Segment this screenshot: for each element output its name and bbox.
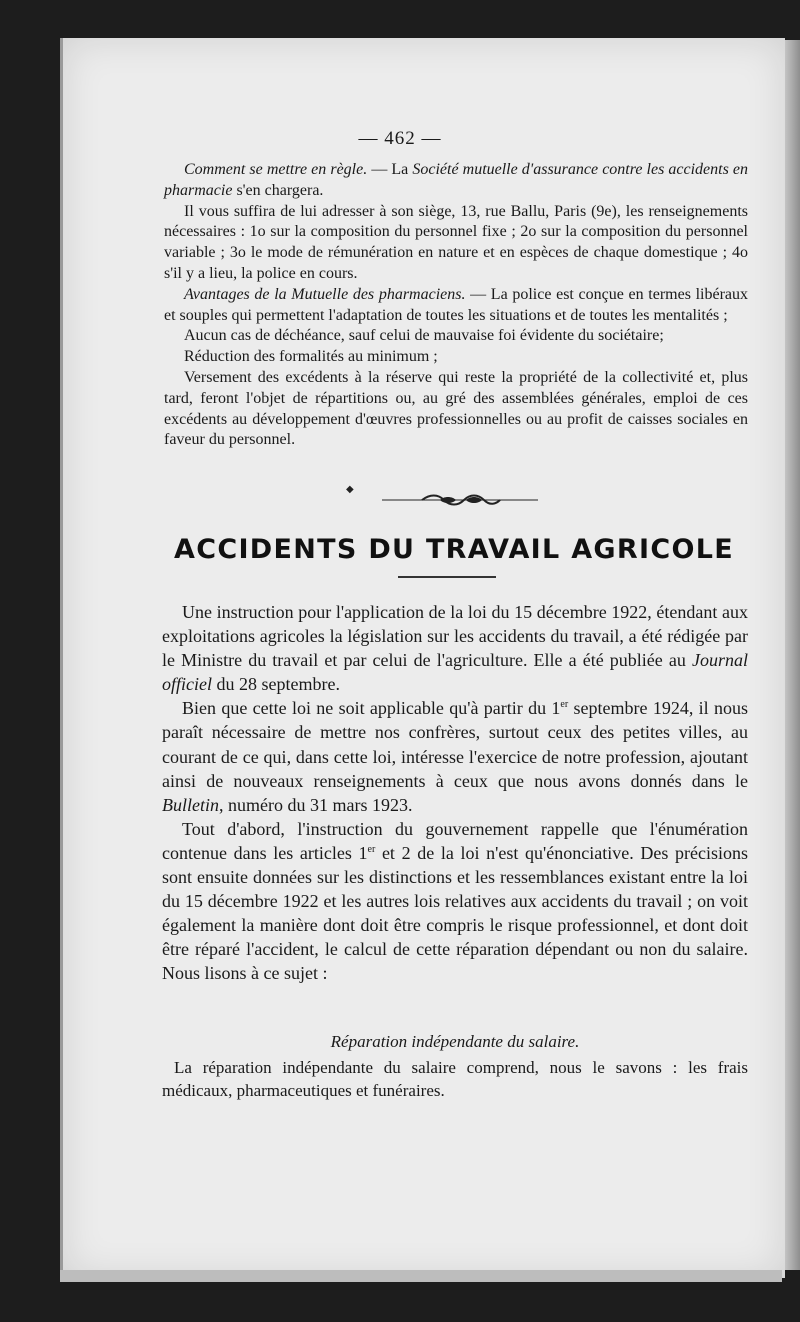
text-run: septembre 1924, il nous paraît nécessaire de mettre nos confrères, surtout ceux des petites villes, au courant de ce qui, dans cette loi, intéresse l'exercice de notre profession, ajoutant ainsi de nouveaux renseignements à ceux que nous avons donnés dans le: [162, 698, 748, 791]
paper-bottom-edge: [60, 1270, 782, 1282]
subheading: Réparation indépendante du salaire.: [330, 1032, 580, 1051]
text-run: Tout d'abord, l'instruction du gouvernement rappelle que l'énumération contenue dans les articles 1: [162, 818, 748, 863]
italic-journal-name: Journal officiel: [162, 650, 748, 695]
reparation-body: [162, 1057, 748, 1102]
text-run: du 28 septembre.: [211, 674, 340, 695]
text-run: Une instruction pour l'application de la loi du 15 décembre 1922, étendant aux exploitations agricoles la législation sur les accidents du travail, a été rédigée par le Ministre du travail et par celui de l'agriculture. Elle a été publiée au: [162, 602, 748, 671]
agricultural-accidents-body: [162, 600, 748, 986]
paragraph-no-forfeiture: Aucun cas de déchéance, sauf celui de mauvaise foi évidente du sociétaire;: [184, 327, 664, 345]
mutual-insurance-section: [164, 160, 748, 451]
decorative-flourish-divider: [382, 492, 538, 508]
paragraph-how-to-comply: [164, 160, 748, 202]
text-run: Bien que cette loi ne soit applicable qu'à partir du 1: [182, 698, 561, 719]
superscript: er: [560, 699, 569, 711]
page-number: — 462 —: [358, 128, 442, 149]
text-run: s'en chargera.: [232, 181, 324, 199]
italic-title: Comment se mettre en règle.: [184, 161, 368, 178]
paragraph-advantages: [164, 285, 748, 327]
italic-title: Avantages de la Mutuelle des pharmaciens.: [184, 285, 466, 303]
heading-underline: [398, 576, 496, 578]
paragraph-reduction: Réduction des formalités au minimum ;: [184, 348, 438, 366]
superscript: er: [367, 843, 376, 855]
paragraph-reparation: La réparation indépendante du salaire comprend, nous le savons : les frais médicaux, pharmaceutiques et funéraires.: [162, 1058, 748, 1100]
paragraph-instruction: [162, 600, 748, 696]
italic-bulletin-name: Bulletin: [162, 794, 219, 815]
italic-org-name: Société mutuelle d'assurance contre les accidents en pharmacie: [164, 161, 749, 199]
text-run: — La: [367, 161, 413, 178]
paragraph-information: Il vous suffira de lui adresser à son siège, 13, rue Ballu, Paris (9e), les renseignements nécessaires : 1o sur la composition du personnel fixe ; 2o sur la composition du personnel variable ; 3o le mode de rémunération en nature et en espèces de chaque domestique ; 4o s'il y a lieu, la police en cours.: [164, 202, 748, 282]
text-run: et 2 de la loi n'est qu'énonciative. Des précisions sont ensuite données sur les distinctions et les ressemblances existant entre la loi du 15 décembre 1922 et les autres lois relatives aux accidents du travail ; on voit également la manière dont doit être compris le risque professionnel, et dont doit être réparé l'accident, le calcul de cette réparation dépendant ou non du salaire. Nous lisons à ce sujet :: [162, 842, 748, 984]
text-run: — La police est conçue en termes libéraux et souples qui permettent l'adaptation de toutes les situations et de toutes les mentalités ;: [164, 285, 749, 324]
paragraph-applicable-date: [162, 696, 748, 816]
paragraph-government-instruction: [162, 817, 748, 986]
decorative-dot: ◆: [346, 484, 354, 495]
paragraph-surplus: Versement des excédents à la réserve qui reste la propriété de la collectivité et, plus tard, feront l'objet de répartitions ou, au gré des assemblées générales, emploi de ces excédents au développement d'œuvres professionnelles ou au profit de caisses sociales en faveur du personnel.: [164, 368, 748, 449]
text-run: , numéro du 31 mars 1923.: [219, 794, 413, 815]
section-heading: ACCIDENTS DU TRAVAIL AGRICOLE: [174, 534, 734, 565]
